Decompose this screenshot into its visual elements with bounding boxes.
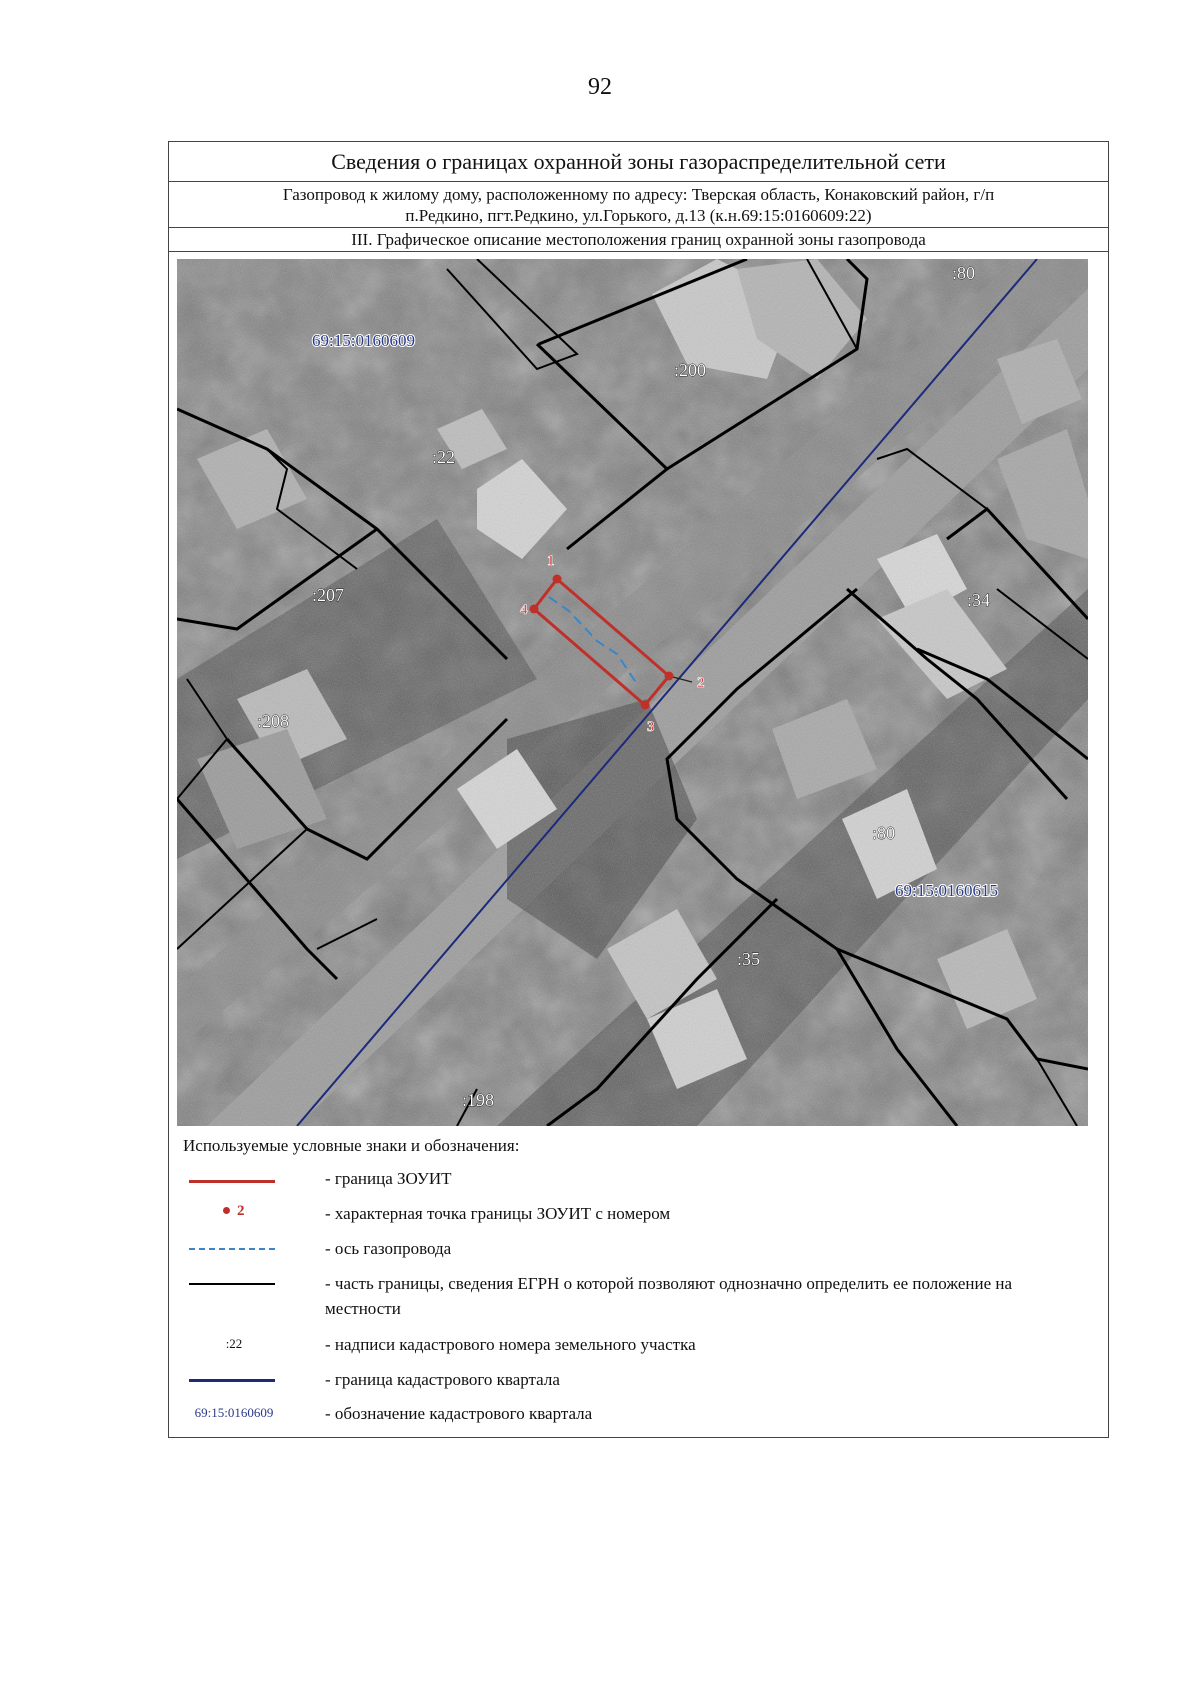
parcel-label: :80 [872,823,896,843]
legend-point-number: 2 [237,1203,245,1219]
legend-heading: Используемые условные знаки и обозначения: [183,1136,520,1155]
legend-text: - ось газопровода [325,1239,452,1258]
section-heading: III. Графическое описание местоположения границ охранной зоны газопровода [169,228,1108,252]
legend-symbol-zone-boundary [179,1166,289,1190]
quarter-label: 69:15:0160615 [895,881,998,900]
object-line-2: п.Редкино, пгт.Редкино, ул.Горького, д.13 (к.н.69:15:0160609:22) [405,206,872,225]
legend-text: - характерная точка границы ЗОУИТ с номером [325,1204,671,1223]
table-title: Сведения о границах охранной зоны газораспределительной сети [169,142,1108,182]
quarter-label: 69:15:0160609 [312,331,415,350]
parcel-label: :198 [462,1090,495,1110]
cadastral-map [177,259,1088,1126]
parcel-label: :22 [432,447,456,467]
point-label-1: 1 [547,553,555,569]
parcel-label: :35 [737,949,761,969]
legend-symbol-quarter-number [179,1401,289,1425]
object-description [169,182,1108,228]
zone-point-1 [553,575,562,584]
point-label-3: 3 [647,719,655,735]
legend-text: - граница ЗОУИТ [325,1169,452,1188]
object-line-1: Газопровод к жилому дому, расположенному по адресу: Тверская область, Конаковский район, г/п [282,185,995,204]
zone-point-4 [530,605,539,614]
parcel-label: :80 [952,263,976,283]
legend-text: - обозначение кадастрового квартала [325,1404,593,1423]
legend-symbol-zone-point [179,1201,289,1225]
zone-point-2 [665,672,674,681]
point-label-4: 4 [520,602,528,618]
legend-quarter-number: 69:15:0160609 [194,1405,274,1420]
legend-text: - часть границы, сведения ЕГРН о которой позволяют однозначно определить ее положение на местности [325,1274,1013,1318]
parcel-label: :200 [674,360,707,380]
page-number: 92 [588,74,612,100]
legend-symbol-parcel-number [179,1332,289,1356]
parcel-label: :207 [312,585,345,605]
legend-parcel-number: :22 [225,1336,243,1351]
legend-symbol-parcel-boundary [179,1271,289,1295]
legend-text: - надписи кадастрового номера земельного участка [325,1335,696,1354]
legend-symbol-gas-axis [179,1236,289,1260]
point-label-2: 2 [697,675,705,691]
parcel-label: :34 [967,590,991,610]
parcel-label: :208 [257,711,290,731]
aerial-photo-map [177,259,1088,1126]
legend-symbol-quarter-boundary [179,1367,289,1391]
zone-point-3 [641,701,650,710]
legend-text: - граница кадастрового квартала [325,1370,560,1389]
zone-info-table [168,141,1109,1438]
